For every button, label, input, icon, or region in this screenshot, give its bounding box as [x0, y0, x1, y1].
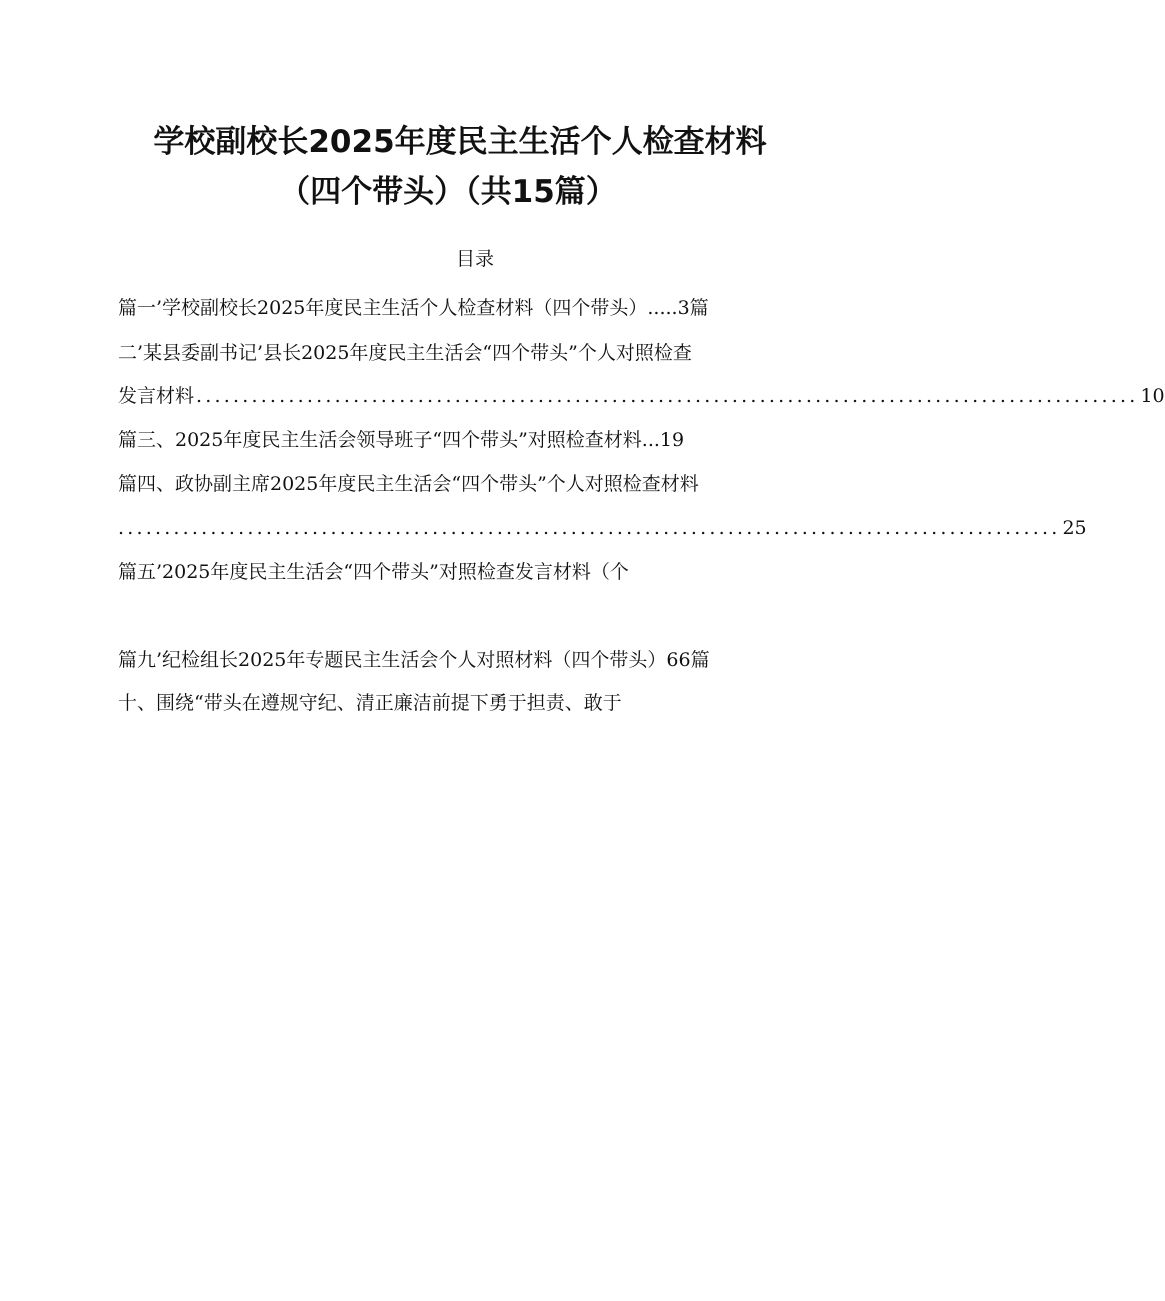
toc-entry-5[interactable]: 篇五’2025年度民主生活会“四个带头”对照检查发言材料（个 [118, 561, 629, 583]
document-title-line-1: 学校副校长2025年度民主生活个人检查材料 [153, 124, 767, 160]
toc-entry-2-text: 发言材料 [118, 385, 195, 407]
toc-entry-2-page: 10 [1140, 385, 1165, 407]
toc-entry-9[interactable]: 篇九’纪检组长2025年专题民主生活会个人对照材料（四个带头）66篇 [118, 649, 710, 671]
toc-entry-10[interactable]: 十、围绕“带头在遵规守纪、清正廉洁前提下勇于担责、敢于 [118, 692, 622, 714]
toc-entry-4-page: 25 [1062, 517, 1087, 539]
toc-leader-dots: ...................................................................................................... [118, 517, 1061, 539]
document-title-line-2: （四个带头）（共15篇） [279, 174, 617, 210]
toc-entry-2-line-2[interactable] [118, 384, 1165, 408]
toc-entry-1[interactable]: 篇一’学校副校长2025年度民主生活个人检查材料（四个带头）.....3篇 [118, 297, 709, 319]
toc-entry-4-line-2[interactable] [118, 516, 1087, 540]
toc-entry-3[interactable]: 篇三、2025年度民主生活会领导班子“四个带头”对照检查材料...19 [118, 429, 685, 451]
toc-entry-2-line-1[interactable]: 二’某县委副书记’县长2025年度民主生活会“四个带头”个人对照检查 [118, 342, 692, 364]
toc-leader-dots: ...................................................................................................... [196, 385, 1139, 407]
toc-heading: 目录 [455, 248, 494, 270]
toc-entry-4-line-1[interactable]: 篇四、政协副主席2025年度民主生活会“四个带头”个人对照检查材料 [118, 473, 699, 495]
